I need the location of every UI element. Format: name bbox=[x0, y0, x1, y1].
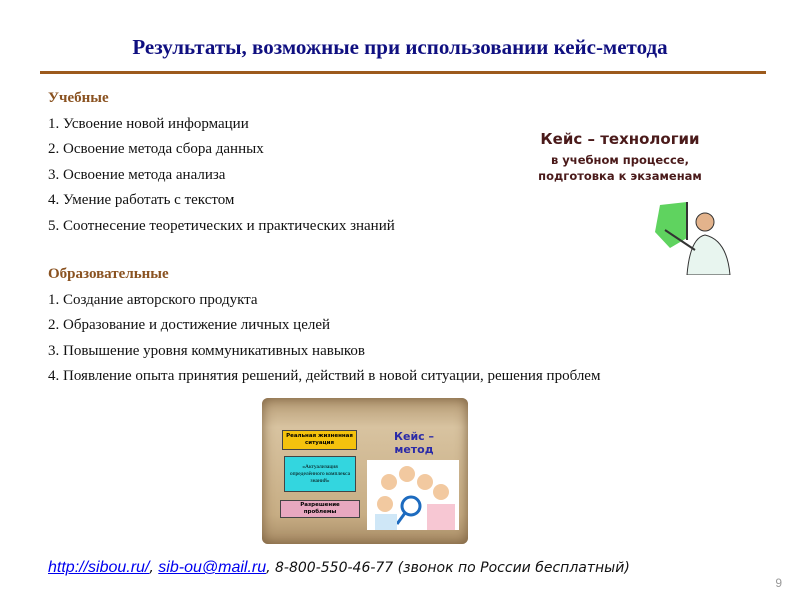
real-situation-box: Реальная жизненная ситуация bbox=[282, 430, 357, 450]
case-method-scroll-image bbox=[262, 398, 468, 544]
case-technology-image bbox=[505, 110, 735, 275]
caption-line: подготовка к экзаменам bbox=[538, 169, 702, 183]
label-line: Кейс – bbox=[394, 430, 435, 443]
problem-solving-box: Разрешение проблемы bbox=[280, 500, 360, 518]
list-item: 2. Освоение метода сбора данных bbox=[48, 141, 264, 157]
case-method-label bbox=[394, 430, 434, 456]
list-item: 3. Освоение метода анализа bbox=[48, 166, 226, 183]
caption-line: в учебном процессе, bbox=[551, 153, 689, 167]
slide-title: Результаты, возможные при использовании кейс-метода bbox=[132, 35, 668, 59]
title-divider bbox=[40, 71, 766, 74]
section-heading: Образовательные bbox=[48, 266, 169, 282]
list-item: 2. Образование и достижение личных целей bbox=[48, 317, 331, 333]
people-icon bbox=[367, 460, 459, 530]
section-formative bbox=[48, 262, 600, 390]
section-educational bbox=[48, 86, 395, 239]
contact-footer bbox=[48, 559, 630, 577]
knowledge-box: «Актуализация определённого комплекса знаний» bbox=[284, 456, 356, 492]
section-heading: Учебные bbox=[48, 90, 109, 106]
image-caption: Кейс – технологии bbox=[540, 130, 700, 148]
website-link[interactable]: http://sibou.ru/ bbox=[48, 559, 150, 576]
list-item: 4. Появление опыта принятия решений, действий в новой ситуации, решения проблем bbox=[48, 368, 601, 384]
list-item: 1. Усвоение новой информации bbox=[48, 115, 249, 132]
separator: , bbox=[149, 560, 159, 576]
list-item: 1. Создание авторского продукта bbox=[48, 291, 258, 308]
list-item: 4. Умение работать с текстом bbox=[48, 192, 235, 208]
teacher-illustration bbox=[505, 110, 735, 275]
email-link[interactable]: sib-ou@mail.ru bbox=[158, 559, 267, 576]
label-line: метод bbox=[394, 443, 434, 456]
page-number: 9 bbox=[775, 576, 782, 590]
list-item: 5. Соотнесение теоретических и практических знаний bbox=[48, 217, 395, 234]
people-illustration bbox=[367, 460, 459, 530]
list-item: 3. Повышение уровня коммуникативных навыков bbox=[48, 342, 366, 359]
phone-text: , 8-800-550-46-77 (звонок по России бесплатный) bbox=[266, 560, 630, 576]
